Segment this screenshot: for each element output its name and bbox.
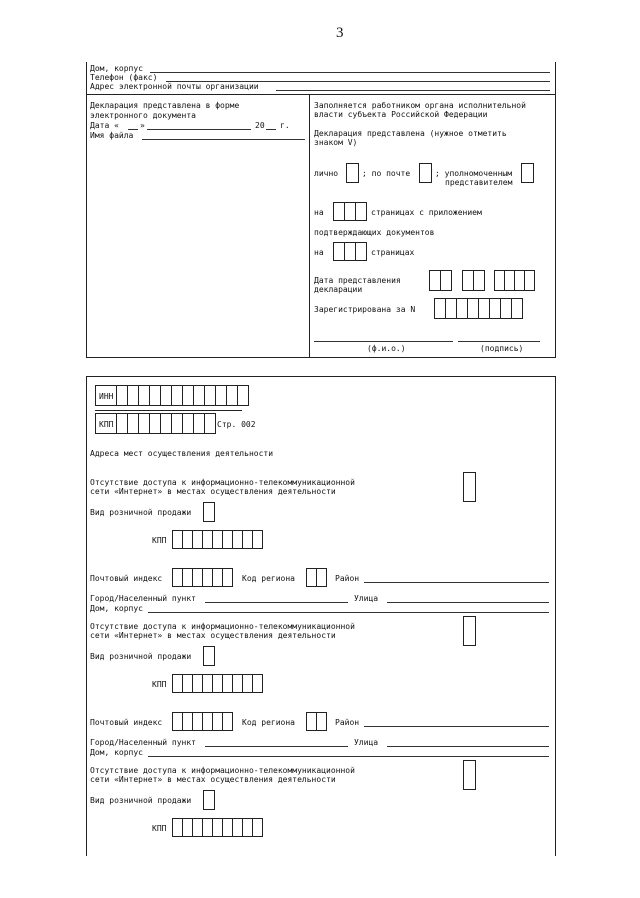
frame-left-border	[86, 62, 87, 358]
filled-by-line2: власти субъекта Российской Федерации	[314, 110, 488, 119]
city-1-label: Город/Населенный пункт	[90, 594, 196, 603]
date-day-field[interactable]	[128, 129, 138, 130]
district-1-label: Район	[335, 574, 360, 583]
street-2-label: Улица	[354, 738, 379, 747]
addresses-heading: Адреса мест осуществления деятельности	[90, 449, 274, 458]
lower-frame-left	[86, 376, 87, 856]
electronic-form-line2: электронного документа	[90, 111, 196, 120]
kpp-2-label: КПП	[152, 680, 167, 689]
city-2-label: Город/Населенный пункт	[90, 738, 196, 747]
no-access-1-checkbox[interactable]	[463, 472, 476, 502]
email-label: Адрес электронной почты организации	[90, 82, 259, 91]
submit-year-boxes[interactable]	[494, 270, 534, 291]
by-mail-label: ; по почте	[362, 169, 411, 178]
inn-underline	[95, 410, 242, 411]
frame-bottom-border	[86, 357, 556, 358]
region-code-1-boxes[interactable]	[306, 568, 326, 587]
fio-caption: (ф.и.о.)	[367, 344, 406, 353]
kpp-header-label: КПП	[99, 420, 114, 429]
email-field[interactable]	[276, 90, 550, 91]
house-field[interactable]	[150, 72, 550, 73]
retail-type-1-box[interactable]	[203, 502, 215, 522]
house-1-label: Дом, корпус	[90, 604, 143, 613]
city-1-field[interactable]	[205, 602, 348, 603]
filled-by-line1: Заполняется работником органа исполнительной	[314, 101, 526, 110]
registered-label: Зарегистрирована за N	[314, 305, 416, 314]
date-label: Дата «	[90, 121, 119, 130]
no-access-3-line1: Отсутствие доступа к информационно-телекоммуникационной	[90, 766, 355, 775]
region-code-2-label: Код региона	[242, 718, 295, 727]
no-access-2-line1: Отсутствие доступа к информационно-телекоммуникационной	[90, 622, 355, 631]
date-year-field[interactable]	[266, 129, 276, 130]
signature-caption: (подпись)	[480, 344, 524, 353]
house-label: Дом, корпус	[90, 64, 143, 73]
date-submit-line2: декларации	[314, 285, 363, 294]
district-2-field[interactable]	[364, 726, 549, 727]
region-code-1-label: Код региона	[242, 574, 295, 583]
date-quote: »	[140, 121, 145, 130]
postal-index-2-boxes[interactable]	[172, 712, 232, 731]
pages-label: страницах	[371, 248, 415, 257]
authorized-checkbox[interactable]	[521, 163, 534, 183]
kpp-3-boxes[interactable]	[172, 818, 262, 837]
retail-type-3-box[interactable]	[203, 790, 215, 810]
street-1-label: Улица	[354, 594, 379, 603]
kpp-3-label: КПП	[152, 824, 167, 833]
submit-day-boxes[interactable]	[429, 270, 451, 291]
kpp-2-boxes[interactable]	[172, 674, 262, 693]
house-2-label: Дом, корпус	[90, 748, 143, 757]
street-2-field[interactable]	[387, 746, 549, 747]
submit-month-boxes[interactable]	[462, 270, 484, 291]
on-label-1: на	[314, 208, 324, 217]
lower-frame-top	[86, 376, 556, 377]
submitted-line1: Декларация представлена (нужное отметить	[314, 129, 507, 138]
district-1-field[interactable]	[364, 582, 549, 583]
retail-type-1-label: Вид розничной продажи	[90, 508, 192, 517]
page-label: Стр. 002	[217, 420, 256, 429]
inn-boxes[interactable]	[95, 385, 248, 406]
kpp-1-label: КПП	[152, 536, 167, 545]
postal-index-1-label: Почтовый индекс	[90, 574, 163, 583]
retail-type-2-box[interactable]	[203, 646, 215, 666]
registration-number-boxes[interactable]	[434, 298, 522, 319]
no-access-3-line2: сети «Интернет» в местах осуществления деятельности	[90, 775, 336, 784]
city-2-field[interactable]	[205, 746, 348, 747]
inn-label: ИНН	[99, 392, 114, 401]
on-label-2: на	[314, 248, 324, 257]
by-mail-checkbox[interactable]	[419, 163, 432, 183]
submitted-line2: знаком V)	[314, 138, 358, 147]
frame-divider	[86, 94, 556, 95]
authorized-label-1: ; уполномоченным	[435, 169, 513, 178]
frame-middle-divider	[309, 94, 310, 358]
postal-index-1-boxes[interactable]	[172, 568, 232, 587]
kpp-1-boxes[interactable]	[172, 530, 262, 549]
date-submit-line1: Дата представления	[314, 276, 401, 285]
region-code-2-boxes[interactable]	[306, 712, 326, 731]
confirming-docs-label: подтверждающих документов	[314, 228, 435, 237]
signature-field[interactable]	[458, 341, 540, 342]
no-access-1-line1: Отсутствие доступа к информационно-телекоммуникационной	[90, 478, 355, 487]
file-name-field[interactable]	[142, 139, 305, 140]
district-2-label: Район	[335, 718, 360, 727]
file-name-label: Имя файла	[90, 131, 134, 140]
house-2-field[interactable]	[148, 756, 549, 757]
street-1-field[interactable]	[387, 602, 549, 603]
postal-index-2-label: Почтовый индекс	[90, 718, 163, 727]
phone-label: Телефон (факс)	[90, 73, 158, 82]
date-month-field[interactable]	[147, 129, 251, 130]
year-suffix: г.	[280, 121, 290, 130]
authorized-label-2: представителем	[445, 178, 513, 187]
no-access-2-line2: сети «Интернет» в местах осуществления деятельности	[90, 631, 336, 640]
no-access-3-checkbox[interactable]	[463, 760, 476, 790]
pages-with-attach-label: страницах с приложением	[371, 208, 482, 217]
electronic-form-line1: Декларация представлена в форме	[90, 101, 240, 110]
pages-count-boxes[interactable]	[333, 202, 366, 221]
in-person-checkbox[interactable]	[346, 163, 359, 183]
lower-frame-right	[555, 376, 556, 856]
attach-pages-boxes[interactable]	[333, 242, 366, 261]
house-1-field[interactable]	[148, 612, 549, 613]
in-person-label: лично	[314, 169, 339, 178]
no-access-2-checkbox[interactable]	[463, 616, 476, 646]
fio-field[interactable]	[314, 341, 453, 342]
retail-type-2-label: Вид розничной продажи	[90, 652, 192, 661]
page-number: 3	[336, 25, 344, 41]
no-access-1-line2: сети «Интернет» в местах осуществления деятельности	[90, 487, 336, 496]
frame-right-border	[555, 62, 556, 358]
retail-type-3-label: Вид розничной продажи	[90, 796, 192, 805]
year-prefix: 20	[255, 121, 265, 130]
